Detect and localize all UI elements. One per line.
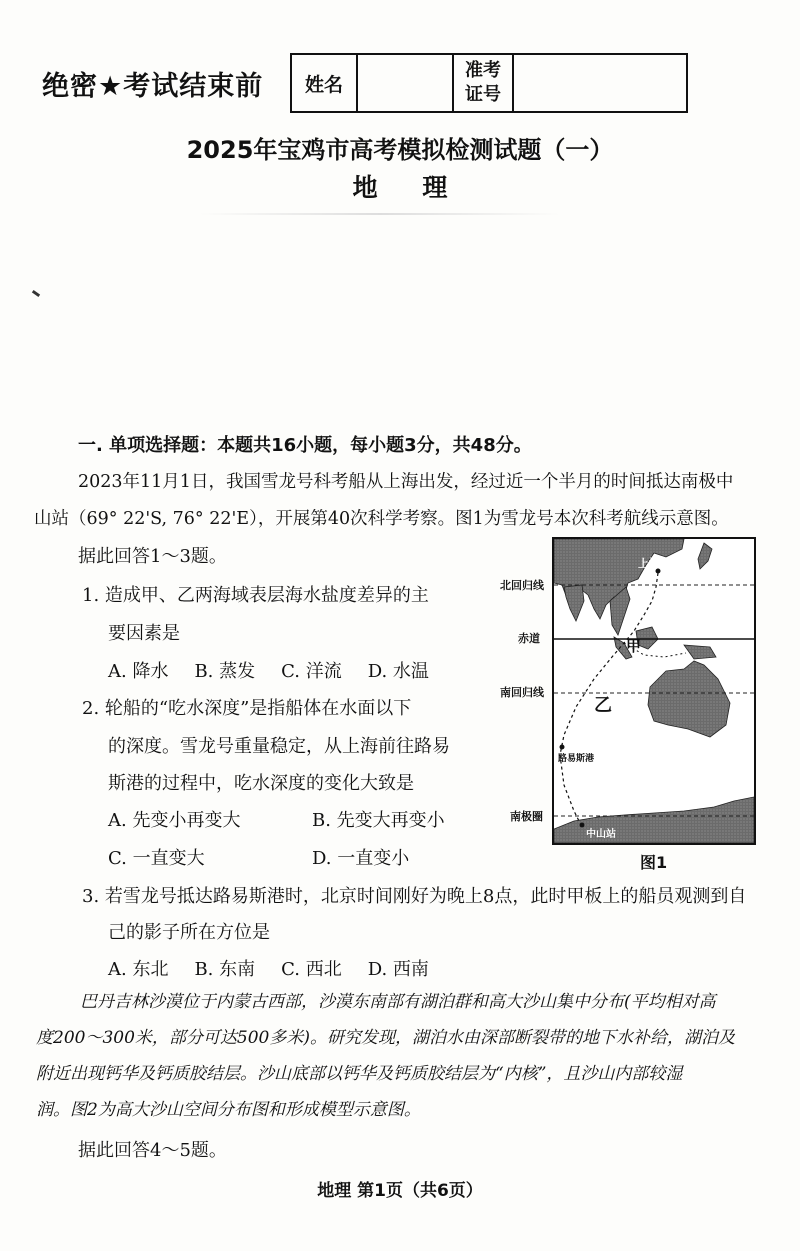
section-heading: 一. 单项选择题：本题共16小题，每小题3分，共48分。 [78, 435, 532, 456]
q1-option-d[interactable]: D. 水温 [367, 661, 429, 682]
port-louis-point [560, 745, 565, 750]
page-footer: 地理 第1页（共6页） [317, 1181, 483, 1201]
q3-option-a[interactable]: A. 东北 [108, 959, 169, 980]
q2-line-3: 斯港的过程中，吃水深度的变化大致是 [108, 773, 414, 794]
q1-line-2: 要因素是 [108, 623, 180, 644]
passage-2-line-1: 巴丹吉林沙漠位于内蒙古西部，沙漠东南部有湖泊群和高大沙山集中分布(平均相对高 [80, 992, 716, 1012]
answer-range-2: 据此回答4～5题。 [78, 1140, 227, 1161]
route-map [552, 537, 756, 845]
equator-label: 赤道 [518, 632, 540, 645]
q1-option-b[interactable]: B. 蒸发 [194, 661, 256, 682]
q1-options [108, 657, 455, 683]
passage-2-line-4: 润。图2为高大沙山空间分布图和形成模型示意图。 [36, 1100, 421, 1120]
q2-option-d[interactable]: D. 一直变小 [312, 848, 410, 869]
exam-title: 2025年宝鸡市高考模拟检测试题（一） [186, 136, 614, 164]
q2-line-2: 的深度。雪龙号重量稳定，从上海前往路易 [108, 736, 450, 757]
exam-id-label-line1: 准考 [465, 60, 501, 81]
q1-line-1: 1. 造成甲、乙两海域表层海水盐度差异的主 [82, 585, 429, 606]
q1-option-a[interactable]: A. 降水 [108, 661, 169, 682]
q2-option-a[interactable]: A. 先变小再变大 [108, 810, 241, 831]
q2-line-1: 2. 轮船的“吃水深度”是指船体在水面以下 [82, 698, 412, 719]
zhongshan-point [580, 823, 585, 828]
q2-option-b[interactable]: B. 先变大再变小 [312, 810, 445, 831]
yi-label: 乙 [594, 695, 612, 716]
route-map-svg [554, 539, 754, 843]
name-field[interactable] [358, 55, 454, 111]
passage-2-line-2: 度200～300米，部分可达500多米)。研究发现，湖泊水由深部断裂带的地下水补给，湖泊及 [36, 1028, 735, 1048]
scan-artifact [200, 213, 560, 215]
q3-options [108, 955, 455, 981]
answer-range-1: 据此回答1～3题。 [78, 546, 227, 567]
q3-option-d[interactable]: D. 西南 [367, 959, 429, 980]
q3-line-1: 3. 若雪龙号抵达路易斯港时，北京时间刚好为晚上8点，此时甲板上的船员观测到自 [82, 886, 747, 907]
zhongshan-label: 中山站 [586, 829, 616, 840]
passage-2 [36, 984, 770, 1128]
japan-islands [698, 543, 712, 569]
india-peninsula [564, 585, 584, 621]
scan-mark [32, 290, 40, 297]
exam-id-field[interactable] [514, 55, 686, 111]
exam-id-label-line2: 证号 [465, 84, 501, 105]
australia-landmass [648, 661, 730, 737]
shanghai-label: 上海 [638, 557, 660, 570]
tropic-cancer-label: 北回归线 [500, 579, 544, 592]
passage-2-line-3: 附近出现钙华及钙质胶结层。沙山底部以钙华及钙质胶结层为“内核”，且沙山内部较湿 [36, 1064, 683, 1084]
q3-option-b[interactable]: B. 东南 [194, 959, 256, 980]
q3-line-2: 己的影子所在方位是 [108, 922, 270, 943]
q2-option-c[interactable]: C. 一直变大 [108, 848, 205, 869]
figure-1-caption: 图1 [640, 853, 668, 872]
q3-option-c[interactable]: C. 西北 [281, 959, 342, 980]
q1-option-c[interactable]: C. 洋流 [281, 661, 342, 682]
antarctica-landmass [554, 797, 754, 843]
intro-line-2: 山站（69° 22'S, 76° 22'E），开展第40次科学考察。图1为雪龙号本次科考航线示意图。 [34, 509, 729, 529]
exam-id-label [454, 55, 514, 111]
candidate-info-box [290, 53, 688, 113]
tropic-capricorn-label: 南回归线 [500, 686, 544, 699]
secret-label: 绝密★考试结束前 [42, 71, 264, 102]
jia-label: 甲 [626, 637, 642, 655]
intro-line-1: 2023年11月1日，我国雪龙号科考船从上海出发，经过近一个半月的时间抵达南极中 [78, 472, 734, 492]
name-label: 姓名 [292, 55, 358, 111]
intro-paragraph [34, 464, 768, 538]
subject-title: 地 理 [352, 173, 466, 202]
new-guinea-island [684, 645, 716, 659]
port-louis-label: 路易斯港 [558, 754, 595, 764]
antarctic-circle-label: 南极圈 [510, 810, 543, 823]
